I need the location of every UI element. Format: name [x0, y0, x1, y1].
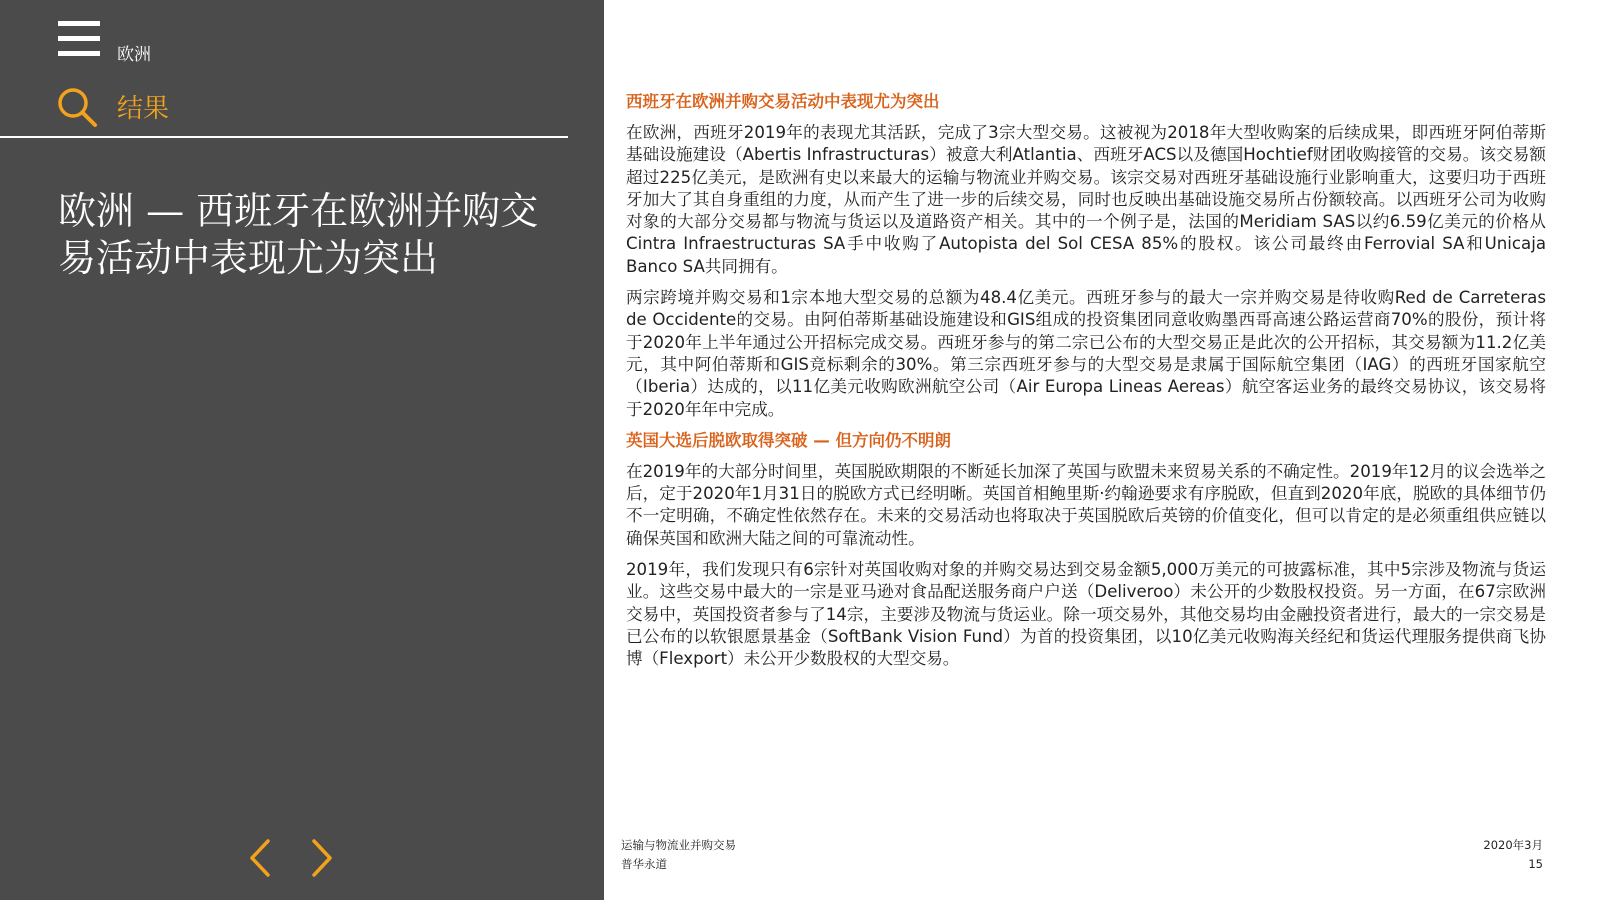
- paragraph-spain-1: 在欧洲，西班牙2019年的表现尤其活跃，完成了3宗大型交易。这被视为2018年大型收购案的后续成果，即西班牙阿伯蒂斯基础设施建设（Abertis Infrastructuras）被意大利Atlantia、西班牙ACS以及德国Hochtief财团收购接管的交易。该交易额超过225亿美元，是欧洲有史以来最大的运输与物流业并购交易。该宗交易对西班牙基础设施行业影响重大，这要归功于西班牙加大了其自身重组的力度，从而产生了进一步的后续交易，同时也反映出基础设施交易所占份额较高。以西班牙公司为收购对象的大部分交易都与物流与货运以及道路资产相关。其中的一个例子是，法国的Meridiam SAS以约6.59亿美元的价格从Cintra Infraestructuras SA手中收购了Autopista del Sol CESA 85%的股权。该公司最终由Ferrovial SA和Unicaja Banco SA共同拥有。: [626, 123, 1546, 276]
- sidebar: [0, 0, 604, 900]
- footer-company: 普华永道: [621, 857, 667, 871]
- previous-page-icon[interactable]: [246, 838, 274, 878]
- footer-date: 2020年3月: [1483, 838, 1543, 852]
- page-title: 欧洲 — 西班牙在欧洲并购交易活动中表现尤为突出: [58, 189, 539, 280]
- section-heading-spain: 西班牙在欧洲并购交易活动中表现尤为突出: [626, 92, 940, 111]
- paragraph-uk-1: 在2019年的大部分时间里，英国脱欧期限的不断延长加深了英国与欧盟未来贸易关系的不确定性。2019年12月的议会选举之后，定于2020年1月31日的脱欧方式已经明晰。英国首相鲍里斯·约翰逊要求有序脱欧，但直到2020年底，脱欧的具体细节仍不一定明确，不确定性依然存在。未来的交易活动也将取决于英国脱欧后英镑的价值变化，但可以肯定的是必须重组供应链以确保英国和欧洲大陆之间的可靠流动性。: [626, 461, 1546, 548]
- footer-report-title: 运输与物流业并购交易: [621, 838, 736, 852]
- paragraph-spain-2: 两宗跨境并购交易和1宗本地大型交易的总额为48.4亿美元。西班牙参与的最大一宗并购交易是待收购Red de Carreteras de Occidente的交易。由阿伯蒂斯基础设施建设和GIS组成的投资集团同意收购墨西哥高速公路运营商70%的股份，预计将于2020年上半年通过公开招标完成交易。西班牙参与的第二宗已公布的大型交易正是此次的公开招标，其交易额为11.2亿美元，其中阿伯蒂斯和GIS竞标剩余的30%。第三宗西班牙参与的大型交易是隶属于国际航空集团（IAG）的西班牙国家航空（Iberia）达成的，以11亿美元收购欧洲航空公司（Air Europa Lineas Aereas）航空客运业务的最终交易协议，该交易将于2020年年中完成。: [626, 288, 1546, 419]
- next-page-icon[interactable]: [308, 838, 336, 878]
- results-link[interactable]: 结果: [117, 94, 170, 124]
- search-icon[interactable]: [55, 85, 99, 129]
- footer-left: [621, 836, 736, 874]
- sidebar-divider: [0, 136, 568, 138]
- main-content: [626, 91, 1546, 680]
- paragraph-uk-2: 2019年，我们发现只有6宗针对英国收购对象的并购交易达到交易金额5,000万美元的可披露标准，其中5宗涉及物流与货运业。这些交易中最大的一宗是亚马逊对食品配送服务商户户送（Deliveroo）未公开的少数股权投资。另一方面，在67宗欧洲交易中，英国投资者参与了14宗，主要涉及物流与货运业。除一项交易外，其他交易均由金融投资者进行，最大的一宗交易是已公布的以软银愿景基金（SoftBank Vision Fund）为首的投资集团，以10亿美元收购海关经纪和货运代理服务提供商飞协博（Flexport）未公开少数股权的大型交易。: [626, 560, 1546, 669]
- section-heading-uk: 英国大选后脱欧取得突破 — 但方向仍不明朗: [626, 430, 951, 450]
- page-number: 15: [1528, 857, 1543, 871]
- menu-icon[interactable]: [58, 21, 100, 57]
- footer-right: [1483, 836, 1543, 874]
- section-label: 欧洲: [117, 45, 151, 65]
